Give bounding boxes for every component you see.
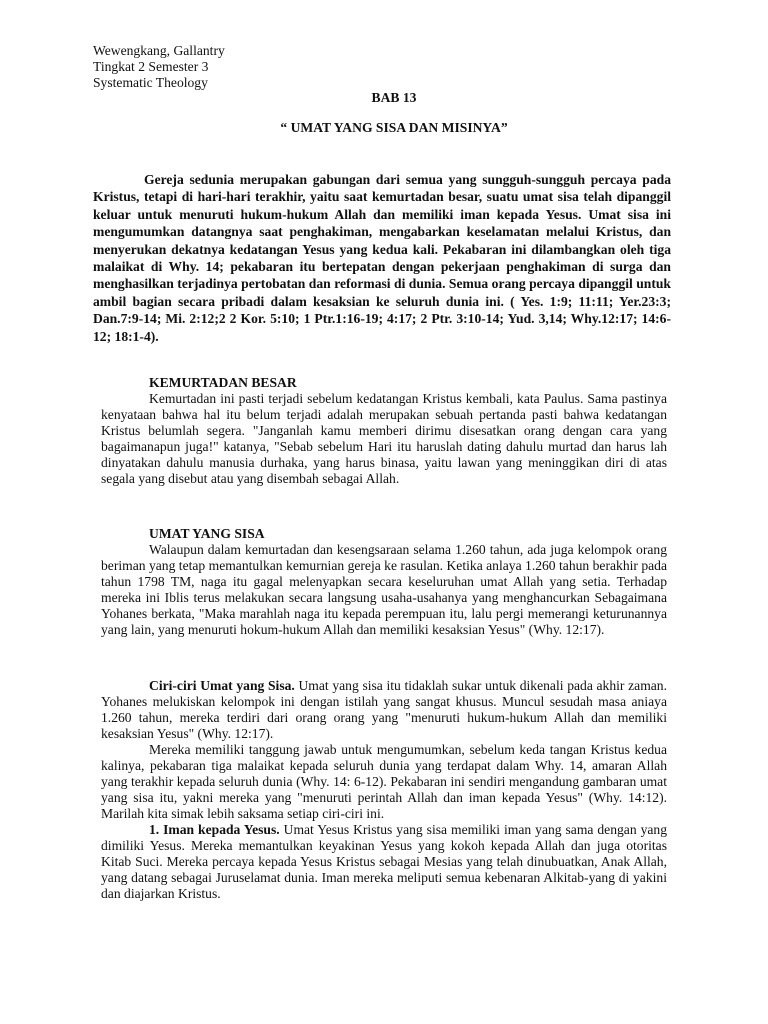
section-heading: KEMURTADAN BESAR (149, 375, 297, 390)
item-iman-lead: 1. Iman kepada Yesus. (149, 822, 280, 837)
author-name: Wewengkang, Gallantry (93, 43, 225, 58)
ciri-ciri-body: Umat yang sisa itu tidaklah sukar untuk dikenali pada akhir zaman. Yohanes melukiskan kelompok ini dengan istilah yang sangat khusus. Muncul sesudah masa aniaya 1.260 tahun, mereka terdiri dari orang orang yang "menuruti hukum-hukum Allah dan memiliki kesaksian Yesus" (Why. 12:17). (101, 678, 667, 741)
section-umat-sisa (101, 526, 667, 638)
ciri-ciri-lead: Ciri-ciri Umat yang Sisa. (149, 678, 295, 693)
section-kemurtadan (101, 375, 667, 487)
item-iman-body: Umat Yesus Kristus yang sisa memiliki iman yang sama dengan yang dimiliki Yesus. Mereka memantulkan keyakinan Yesus yang kokoh kepada Allah dan juga otoritas Kitab Suci. Mereka percaya kepada Yesus Kristus sebagai Mesias yang telah dinubuatkan, Anak Allah, yang datang sebagai Juruselamat dunia. Iman mereka meliputi semua kebenaran Alkitab-yang di yakini dan diajarkan Kristus. (101, 822, 668, 901)
chapter-title: “ UMAT YANG SISA DAN MISINYA” (280, 120, 508, 135)
section-ciri-ciri (101, 678, 667, 902)
intro-paragraph: Gereja sedunia merupakan gabungan dari semua yang sungguh-sungguh percaya pada Kristus, tetapi di hari-hari terakhir, yaitu saat kemurtadan besar, suatu umat sisa telah dipanggil keluar untuk menuruti hukum-hukum Allah dan memiliki iman kepada Yesus. Umat sisa ini mengumumkan datangnya saat penghakiman, mengabarkan keselamatan melalui Kristus, dan menyerukan dekatnya kedatangan Yesus yang kedua kali. Pekabaran ini dilambangkan oleh tiga malaikat di Why. 14; pekabaran itu bertepatan dengan pekerjaan penghakiman di surga dan menghasilkan terjadinya pertobatan dan reformasi di dunia. Semua orang percaya dipanggil untuk ambil bagian secara pribadi dalam kesaksian ke seluruh dunia ini. ( Yes. 1:9; 11:11; Yer.23:3; Dan.7:9-14; Mi. 2:12;2 2 Kor. 5:10; 1 Ptr.1:16-19; 4:17; 2 Ptr. 3:10-14; Yud. 3,14; Why.12:17; 14:6-12; 18:1-4). (93, 172, 671, 344)
item-iman-paragraph (101, 822, 667, 902)
ciri-ciri-paragraph-2: Mereka memiliki tanggung jawab untuk mengumumkan, sebelum keda tangan Kristus kedua kalinya, pekabaran tiga malaikat kepada seluruh dunia yang terdapat dalam Why. 14, amaran Allah yang terakhir kepada seluruh dunia (Why. 14: 6-12). Pekabaran ini sendiri mengandung gambaran umat yang sisa itu, yakni mereka yang "menuruti perintah Allah dan iman kepada Yesus" (Why. 14:12). Marilah kita simak lebih saksama setiap ciri-ciri ini. (101, 742, 667, 821)
ciri-ciri-paragraph (101, 678, 667, 742)
section-body: Walaupun dalam kemurtadan dan kesengsaraan selama 1.260 tahun, ada juga kelompok orang beriman yang tetap memantulkan kemurnian gereja ke rasulan. Ketika anlaya 1.260 tahun berakhir pada tahun 1798 TM, naga itu gagal melenyapkan secara keseluruhan umat Allah yang setia. Terhadap mereka ini Iblis terus melakukan secara langsung usaha-usahanya yang menghancurkan Sebagaimana Yohanes berkata, "Maka marahlah naga itu kepada perempuan itu, lalu pergi memerangi keturunannya yang lain, yang menuruti hokum-hukum Allah dan memiliki kesaksian Yesus" (Why. 12:17). (101, 542, 667, 637)
course-name: Systematic Theology (93, 75, 208, 90)
semester-line: Tingkat 2 Semester 3 (93, 59, 209, 74)
chapter-number: BAB 13 (371, 90, 417, 105)
section-heading: UMAT YANG SISA (149, 526, 265, 541)
author-header (93, 43, 225, 91)
section-body: Kemurtadan ini pasti terjadi sebelum kedatangan Kristus kembali, kata Paulus. Sama pastinya kenyataan bahwa hal itu belum terjadi adalah merupakan sebuah pertanda pasti bahwa kedatangan Kristus belumlah segera. "Janganlah kamu memberi dirimu disesatkan orang dengan cara yang bagaimanapun juga!" katanya, "Sebab sebelum Hari itu haruslah dating dahulu murtad dan harus lah dinyatakan dahulu manusia durhaka, yang harus binasa, yaitu lawan yang meninggikan diri di atas segala yang disebut atau yang disembah sebagai Allah. (101, 391, 667, 486)
